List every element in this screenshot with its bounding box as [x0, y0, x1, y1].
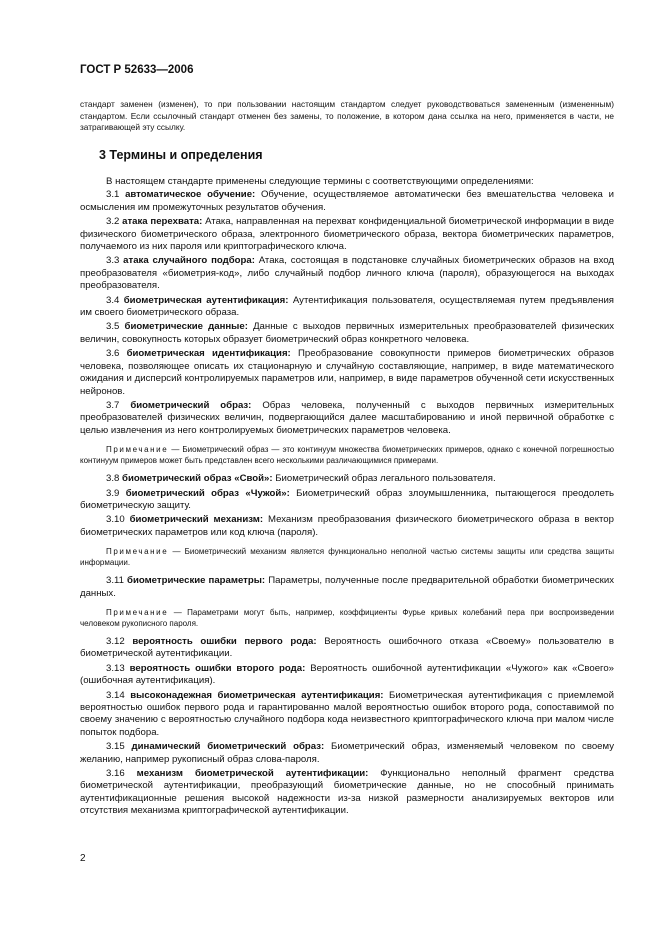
term-name: динамический биометрический образ:: [131, 741, 325, 753]
term-name: биометрические параметры:: [127, 575, 266, 587]
term-definition: Механизм преобразования физического биометрического образа в вектор биометрических параметров или код ключа (пароля).: [80, 514, 614, 538]
term-number: 3.11: [106, 575, 124, 587]
term-definition: Аутентификация пользователя, осуществляемая путем предъявления им своего биометрического образа.: [80, 294, 614, 319]
lead-paragraph: В настоящем стандарте применены следующие термины с соответствующими определениями:: [106, 176, 534, 187]
note-label: Примечание: [106, 607, 169, 617]
terms-list: [80, 176, 614, 820]
term-definition: Биометрический образ злоумышленника, пытающегося преодолеть биометрическую защиту.: [80, 487, 614, 511]
term-number: 3.8: [106, 473, 120, 485]
page-number: 2: [80, 853, 86, 864]
term-3-6: [80, 348, 614, 398]
term-definition: Преобразование совокупности примеров биометрических образов человека, позволяющее описать их стационарную и случайную составляющие, например, в виде математического ожидания и дисперсий контролируемых параметров или, например, в виде параметров обученной сети искусственных нейронов.: [80, 348, 614, 397]
term-3-13: [80, 663, 614, 688]
term-definition: Вероятность ошибочного отказа «Своему» пользователю в биометрической аутентификации.: [80, 635, 614, 660]
term-number: 3.14: [106, 689, 125, 701]
page-header: ГОСТ Р 52633—2006: [80, 64, 194, 76]
term-name: биометрический образ «Свой»:: [122, 473, 273, 485]
term-number: 3.3: [106, 255, 120, 267]
term-number: 3.7: [106, 399, 120, 411]
section-title: 3 Термины и определения: [99, 148, 263, 162]
term-number: 3.16: [106, 768, 125, 780]
term-3-15: [80, 741, 614, 766]
note-text: — Биометрический механизм является функционально неполной частью системы защиты или средства защиты информации.: [80, 547, 614, 568]
term-name: биометрические данные:: [124, 321, 248, 333]
term-name: биометрическая идентификация:: [126, 348, 291, 360]
term-3-10: [80, 514, 614, 539]
term-definition: Биометрическая аутентификация с приемлемой вероятностью ошибок первого рода и гарантированно малой вероятностью ошибок второго рода, сопоставимой по своему значению с вероятностью случайного подбора кода неизвестного криптографического ключа при малом числе попыток подбора.: [80, 689, 615, 738]
term-3-7: [80, 400, 614, 437]
term-number: 3.12: [106, 635, 125, 647]
term-number: 3.4: [106, 294, 120, 306]
term-number: 3.1: [106, 189, 120, 201]
term-definition: Вероятность ошибочной аутентификации «Чужого» как «Своего» (ошибочная аутентификация).: [80, 662, 614, 687]
intro-paragraph: стандарт заменен (изменен), то при пользовании настоящим стандартом следует руководствоваться замененным (измененным) стандартом. Если ссылочный стандарт отменен без замены, то положение, в котором дана ссылка на него, применяется в части, не затрагивающей эту ссылку.: [80, 99, 614, 132]
term-number: 3.6: [106, 348, 120, 360]
term-definition: Биометрический образ, изменяемый человеком по своему желанию, например рукописный образ слова-пароля.: [80, 741, 614, 765]
term-definition: Данные с выходов первичных измерительных преобразователей физических величин, совокупность которых образует биометрический образ конкретного человека.: [80, 321, 615, 345]
term-number: 3.15: [106, 741, 125, 753]
term-definition: Атака, состоящая в подстановке случайных биометрических образов на вход преобразователя «биометрия-код», либо случайный подбор личного ключа (пароля), образующегося на выходах преобразователя.: [80, 255, 614, 292]
term-name: высоконадежная биометрическая аутентификация:: [130, 689, 384, 701]
term-name: вероятность ошибки второго рода:: [129, 662, 306, 674]
note-2: [80, 546, 614, 568]
term-definition: Функционально неполный фрагмент средства биометрической аутентификации, преобразующий биометрические данные, но не способный принимать аутентификационные решения высокой надежности из-за низкой размерности анализируемых векторов или отсутствия механизма криптографической аутентификации.: [80, 768, 615, 817]
term-definition: Обучение, осуществляемое автоматически без вмешательства человека и осмысления им промежуточных результатов обучения.: [80, 189, 614, 213]
term-3-9: [80, 488, 614, 513]
term-name: биометрическая аутентификация:: [123, 294, 289, 306]
term-number: 3.10: [106, 514, 125, 526]
term-definition: Образ человека, полученный с выходов первичных измерительных преобразователей физических величин, подвергающийся далее масштабированию и иной первичной обработке с целью извлечения из него контролируемых биометрических параметров человека.: [80, 399, 614, 436]
note-label: Примечание: [106, 445, 169, 455]
note-text: — Биометрический образ — это континуум множества биометрических примеров, однако с конечной погрешностью континуум примеров может быть представлен всего несколькими различающимися примерами.: [80, 445, 614, 466]
term-3-16: [80, 768, 614, 818]
term-number: 3.9: [106, 487, 120, 499]
term-name: механизм биометрической аутентификации:: [136, 768, 369, 780]
term-name: вероятность ошибки первого рода:: [132, 635, 317, 647]
note-label: Примечание: [106, 547, 169, 557]
term-3-4: [80, 295, 614, 320]
term-3-5: [80, 321, 614, 346]
term-name: атака перехвата:: [122, 216, 203, 228]
term-3-8: [80, 473, 614, 485]
term-3-14: [80, 690, 614, 740]
term-definition: Параметры, полученные после предварительной обработки биометрических данных.: [80, 575, 615, 599]
term-name: биометрический механизм:: [129, 514, 264, 526]
term-3-12: [80, 636, 614, 661]
term-3-1: [80, 189, 614, 214]
term-name: биометрический образ:: [130, 399, 252, 411]
term-name: биометрический образ «Чужой»:: [125, 487, 290, 499]
note-1: [80, 444, 614, 466]
term-3-2: [80, 216, 614, 253]
term-number: 3.2: [106, 216, 120, 228]
term-number: 3.13: [106, 662, 125, 674]
note-text: — Параметрами могут быть, например, коэффициенты Фурье кривых колебаний пера при воспроизведении человеком рукописного пароля.: [80, 607, 614, 628]
term-name: автоматическое обучение:: [125, 189, 256, 201]
term-definition: Биометрический образ легального пользователя.: [275, 473, 496, 485]
term-3-11: [80, 575, 614, 600]
term-definition: Атака, направленная на перехват конфиденциальной биометрической информации в виде физического биометрического образа, электронного биометрического образа, вектора биометрических параметров, получаемого из них пароля или криптографического ключа.: [80, 216, 615, 253]
term-name: атака случайного подбора:: [123, 255, 255, 267]
term-3-3: [80, 255, 614, 292]
term-number: 3.5: [106, 321, 120, 333]
note-3: [80, 607, 614, 629]
